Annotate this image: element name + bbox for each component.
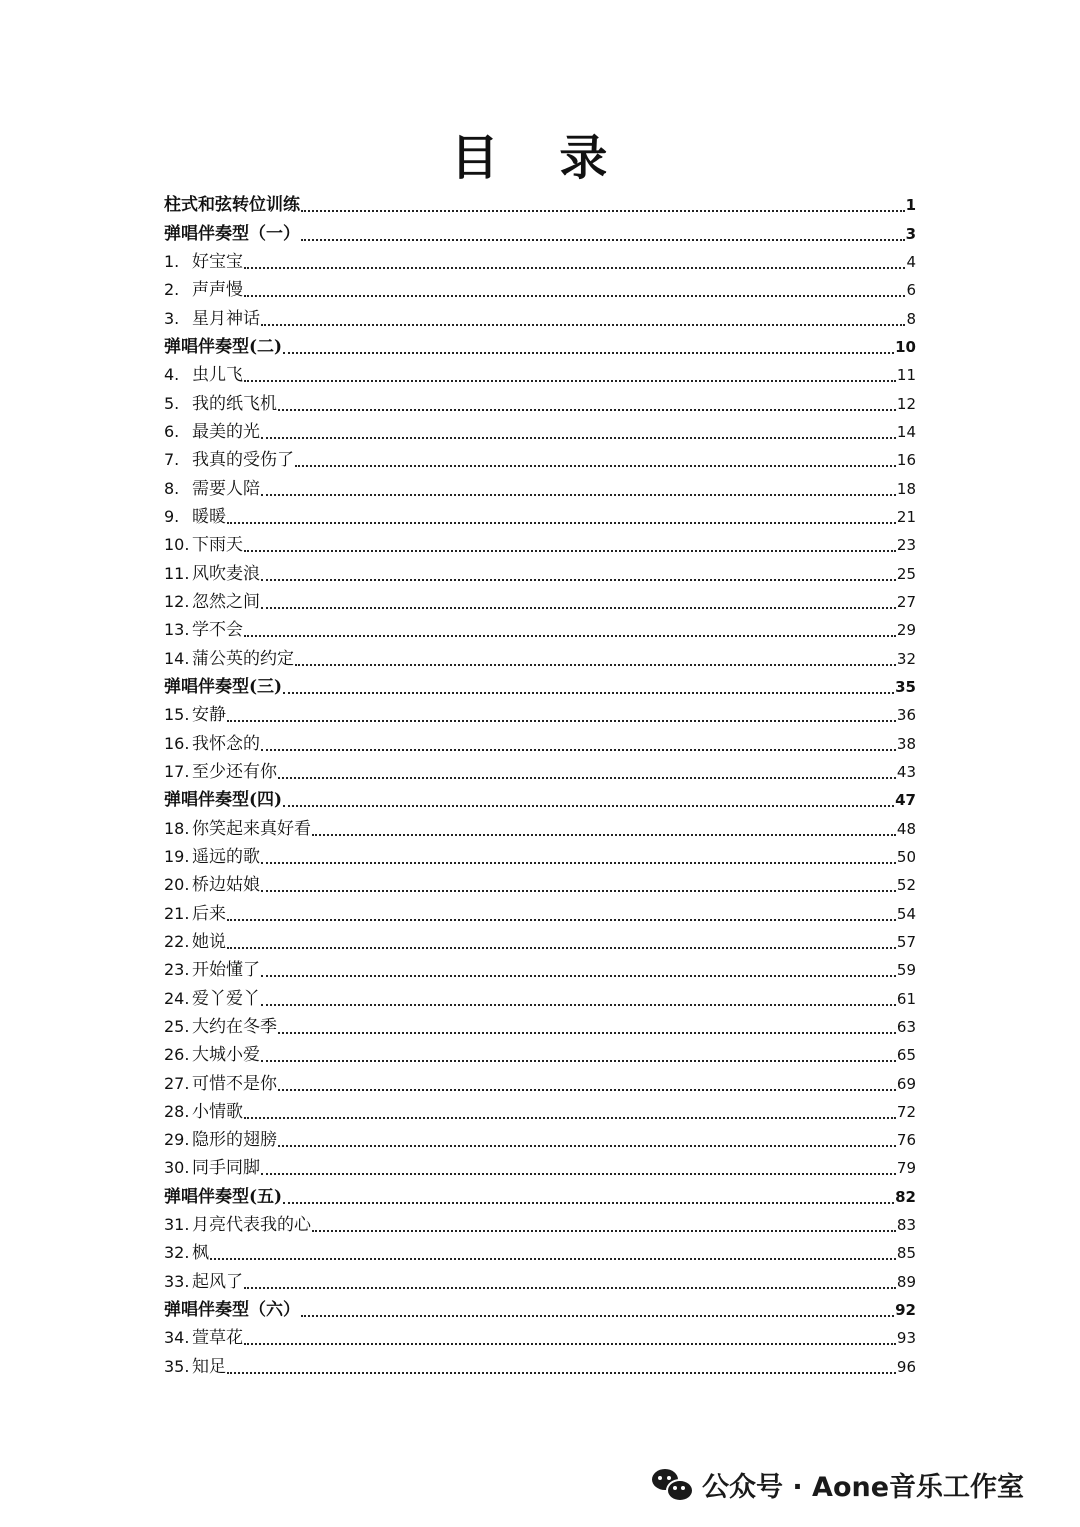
toc-dot-leader bbox=[261, 889, 896, 892]
toc-item-label: 最美的光 bbox=[192, 421, 260, 442]
toc-page-number: 1 bbox=[905, 196, 916, 215]
toc-item-label: 桥边姑娘 bbox=[192, 875, 260, 896]
toc-dot-leader bbox=[261, 748, 896, 751]
toc-item-row[interactable] bbox=[164, 386, 916, 414]
toc-page-number: 89 bbox=[896, 1272, 916, 1291]
toc-item-number: 17. bbox=[164, 761, 190, 781]
toc-item-label: 好宝宝 bbox=[192, 251, 243, 272]
toc-page-number: 25 bbox=[896, 564, 916, 583]
toc-page-number: 85 bbox=[896, 1244, 916, 1263]
toc-page-number: 63 bbox=[896, 1017, 916, 1036]
toc-item-label: 遥远的歌 bbox=[192, 846, 260, 867]
toc-dot-leader bbox=[227, 719, 896, 722]
toc-dot-leader bbox=[261, 606, 896, 609]
toc-item-number: 30. bbox=[164, 1158, 190, 1178]
toc-page-number: 23 bbox=[896, 536, 916, 555]
toc-dot-leader bbox=[244, 1342, 896, 1345]
toc-page-number: 65 bbox=[896, 1046, 916, 1065]
toc-dot-leader bbox=[301, 238, 905, 241]
toc-dot-leader bbox=[261, 1003, 896, 1006]
toc-item-number: 22. bbox=[164, 931, 190, 951]
toc-dot-leader bbox=[283, 691, 894, 694]
toc-page-number: 50 bbox=[896, 847, 916, 866]
toc-dot-leader bbox=[301, 1314, 894, 1317]
toc-item-number: 5. bbox=[164, 393, 180, 413]
toc-page-number: 38 bbox=[896, 734, 916, 753]
watermark-text: 公众号 · Aone音乐工作室 bbox=[702, 1471, 1025, 1503]
toc-dot-leader bbox=[227, 521, 896, 524]
toc-item-row[interactable] bbox=[164, 868, 916, 896]
toc-item-label: 隐形的翅膀 bbox=[192, 1130, 277, 1151]
toc-item-row[interactable] bbox=[164, 500, 916, 528]
toc-item-number: 31. bbox=[164, 1215, 190, 1235]
toc-section-row[interactable] bbox=[164, 216, 916, 244]
watermark bbox=[652, 1462, 1024, 1506]
toc-page-number: 3 bbox=[905, 224, 916, 243]
toc-item-row[interactable] bbox=[164, 245, 916, 273]
toc-section-row[interactable] bbox=[164, 330, 916, 358]
toc-page-number: 11 bbox=[896, 366, 916, 385]
toc-page-number: 29 bbox=[896, 621, 916, 640]
toc-page-number: 54 bbox=[896, 904, 916, 923]
toc-item-number: 10. bbox=[164, 535, 190, 555]
toc-page-number: 61 bbox=[896, 989, 916, 1008]
toc-item-row[interactable] bbox=[164, 273, 916, 301]
toc-page-number: 18 bbox=[896, 479, 916, 498]
toc-item-number: 23. bbox=[164, 960, 190, 980]
toc-item-number: 11. bbox=[164, 563, 190, 583]
toc-item-row[interactable] bbox=[164, 1151, 916, 1179]
toc-page-number: 96 bbox=[896, 1357, 916, 1376]
toc-dot-leader bbox=[227, 946, 896, 949]
toc-item-label: 知足 bbox=[192, 1356, 226, 1377]
toc-item-row[interactable] bbox=[164, 471, 916, 499]
toc-page-number: 72 bbox=[896, 1102, 916, 1121]
toc-item-row[interactable] bbox=[164, 1095, 916, 1123]
toc-dot-leader bbox=[227, 918, 896, 921]
toc-item-label: 萱草花 bbox=[192, 1328, 243, 1349]
toc-item-row[interactable] bbox=[164, 556, 916, 584]
toc-dot-leader bbox=[244, 549, 896, 552]
toc-dot-leader bbox=[261, 323, 905, 326]
toc-item-row[interactable] bbox=[164, 1038, 916, 1066]
toc-item-number: 8. bbox=[164, 478, 180, 498]
toc-item-label: 同手同脚 bbox=[192, 1158, 260, 1179]
toc-item-row[interactable] bbox=[164, 415, 916, 443]
toc-item-row[interactable] bbox=[164, 1264, 916, 1292]
toc-dot-leader bbox=[244, 1116, 896, 1119]
toc-item-number: 28. bbox=[164, 1101, 190, 1121]
toc-item-number: 15. bbox=[164, 705, 190, 725]
toc-page-number: 93 bbox=[896, 1329, 916, 1348]
toc-item-number: 6. bbox=[164, 421, 180, 441]
toc-page-number: 79 bbox=[896, 1159, 916, 1178]
toc-item-label: 至少还有你 bbox=[192, 761, 277, 782]
toc-item-number: 21. bbox=[164, 903, 190, 923]
toc-item-label: 蒲公英的约定 bbox=[192, 648, 294, 669]
toc-item-number: 2. bbox=[164, 280, 180, 300]
toc-dot-leader bbox=[278, 776, 896, 779]
toc-page-number: 21 bbox=[896, 507, 916, 526]
toc-item-row[interactable] bbox=[164, 443, 916, 471]
toc-item-row[interactable] bbox=[164, 1066, 916, 1094]
toc-page-number: 16 bbox=[896, 451, 916, 470]
toc-item-label: 星月神话 bbox=[192, 308, 260, 329]
toc-item-row[interactable] bbox=[164, 1123, 916, 1151]
toc-item-number: 9. bbox=[164, 506, 180, 526]
toc-item-label: 我的纸飞机 bbox=[192, 393, 277, 414]
toc-item-row[interactable] bbox=[164, 755, 916, 783]
toc-item-label: 大城小爱 bbox=[192, 1045, 260, 1066]
toc-page-number: 83 bbox=[896, 1216, 916, 1235]
toc-section-row[interactable] bbox=[164, 670, 916, 698]
toc-item-number: 33. bbox=[164, 1271, 190, 1291]
toc-item-number: 19. bbox=[164, 846, 190, 866]
toc-dot-leader bbox=[261, 974, 896, 977]
toc-item-row[interactable] bbox=[164, 726, 916, 754]
toc-item-row[interactable] bbox=[164, 981, 916, 1009]
toc-dot-leader bbox=[244, 634, 896, 637]
toc-item-number: 24. bbox=[164, 988, 190, 1008]
toc-section-row[interactable] bbox=[164, 1179, 916, 1207]
toc-item-row[interactable] bbox=[164, 1208, 916, 1236]
toc-item-row[interactable] bbox=[164, 641, 916, 669]
toc-item-label: 安静 bbox=[192, 705, 226, 726]
toc-page-number: 35 bbox=[895, 677, 916, 696]
toc-item-number: 7. bbox=[164, 450, 180, 470]
toc-dot-leader bbox=[278, 1031, 896, 1034]
toc-item-number: 29. bbox=[164, 1130, 190, 1150]
toc-page-number: 4 bbox=[906, 252, 916, 271]
toc-section-label: 弹唱伴奏型(五) bbox=[164, 1186, 283, 1207]
toc-dot-leader bbox=[261, 861, 896, 864]
toc-section-label: 弹唱伴奏型(四) bbox=[164, 790, 283, 811]
toc-dot-leader bbox=[283, 351, 894, 354]
toc-item-row[interactable] bbox=[164, 358, 916, 386]
toc-page-number: 6 bbox=[906, 281, 916, 300]
toc-item-row[interactable] bbox=[164, 840, 916, 868]
toc-page-number: 57 bbox=[896, 932, 916, 951]
toc-item-row[interactable] bbox=[164, 1010, 916, 1038]
toc-item-number: 27. bbox=[164, 1073, 190, 1093]
toc-page-number: 82 bbox=[895, 1187, 916, 1206]
toc-item-number: 16. bbox=[164, 733, 190, 753]
toc-page-number: 8 bbox=[906, 309, 916, 328]
toc-item-label: 我怀念的 bbox=[192, 733, 260, 754]
toc-item-label: 后来 bbox=[192, 903, 226, 924]
toc-item-row[interactable] bbox=[164, 896, 916, 924]
toc-dot-leader bbox=[261, 1172, 896, 1175]
wechat-icon bbox=[652, 1467, 692, 1501]
toc-item-label: 虫儿飞 bbox=[192, 365, 243, 386]
toc-dot-leader bbox=[210, 1257, 896, 1260]
toc-dot-leader bbox=[261, 578, 896, 581]
toc-item-row[interactable] bbox=[164, 811, 916, 839]
toc-item-label: 需要人陪 bbox=[192, 478, 260, 499]
toc-item-label: 声声慢 bbox=[192, 280, 243, 301]
toc-item-label: 下雨天 bbox=[192, 535, 243, 556]
toc-page-number: 43 bbox=[896, 762, 916, 781]
toc-item-label: 你笑起来真好看 bbox=[192, 818, 311, 839]
toc-item-number: 35. bbox=[164, 1356, 190, 1376]
toc-dot-leader bbox=[278, 1088, 896, 1091]
toc-dot-leader bbox=[244, 379, 896, 382]
toc-item-label: 我真的受伤了 bbox=[192, 450, 294, 471]
toc-page-number: 52 bbox=[896, 876, 916, 895]
toc-item-label: 暖暖 bbox=[192, 506, 226, 527]
toc-item-label: 风吹麦浪 bbox=[192, 563, 260, 584]
toc-section-label: 柱式和弦转位训练 bbox=[164, 195, 300, 216]
toc-section-row[interactable] bbox=[164, 188, 916, 216]
toc-item-number: 20. bbox=[164, 875, 190, 895]
toc-dot-leader bbox=[244, 294, 905, 297]
toc-item-label: 开始懂了 bbox=[192, 960, 260, 981]
toc-dot-leader bbox=[295, 663, 896, 666]
toc-page-number: 69 bbox=[896, 1074, 916, 1093]
toc-item-label: 起风了 bbox=[192, 1271, 243, 1292]
toc-dot-leader bbox=[278, 408, 896, 411]
toc-item-row[interactable] bbox=[164, 585, 916, 613]
toc-item-label: 月亮代表我的心 bbox=[192, 1215, 311, 1236]
toc-item-label: 忽然之间 bbox=[192, 591, 260, 612]
toc-dot-leader bbox=[295, 464, 896, 467]
toc-item-row[interactable] bbox=[164, 1236, 916, 1264]
toc-item-number: 14. bbox=[164, 648, 190, 668]
toc-dot-leader bbox=[312, 1229, 896, 1232]
toc-section-label: 弹唱伴奏型（六） bbox=[164, 1300, 300, 1321]
toc-item-row[interactable] bbox=[164, 953, 916, 981]
toc-page-number: 12 bbox=[896, 394, 916, 413]
toc-item-number: 26. bbox=[164, 1045, 190, 1065]
toc-section-row[interactable] bbox=[164, 1293, 916, 1321]
toc-section-label: 弹唱伴奏型(二) bbox=[164, 336, 283, 357]
toc-section-label: 弹唱伴奏型（一） bbox=[164, 223, 300, 244]
toc-item-label: 枫 bbox=[192, 1243, 209, 1264]
toc-dot-leader bbox=[283, 1201, 894, 1204]
toc-dot-leader bbox=[283, 804, 894, 807]
toc-item-label: 学不会 bbox=[192, 620, 243, 641]
toc-page-number: 48 bbox=[896, 819, 916, 838]
toc-item-label: 小情歌 bbox=[192, 1101, 243, 1122]
toc-item-number: 25. bbox=[164, 1016, 190, 1036]
toc-item-row[interactable] bbox=[164, 925, 916, 953]
toc-page-number: 27 bbox=[896, 592, 916, 611]
toc-item-number: 1. bbox=[164, 251, 180, 271]
toc-dot-leader bbox=[278, 1144, 896, 1147]
toc-item-row[interactable] bbox=[164, 301, 916, 329]
toc-item-label: 她说 bbox=[192, 931, 226, 952]
toc-page-number: 14 bbox=[896, 422, 916, 441]
toc-item-number: 34. bbox=[164, 1328, 190, 1348]
toc-item-number: 18. bbox=[164, 818, 190, 838]
toc-dot-leader bbox=[244, 266, 905, 269]
toc-item-number: 3. bbox=[164, 308, 180, 328]
toc-item-label: 爱丫爱丫 bbox=[192, 988, 260, 1009]
toc-page-number: 76 bbox=[896, 1131, 916, 1150]
toc-item-label: 可惜不是你 bbox=[192, 1073, 277, 1094]
toc-dot-leader bbox=[261, 436, 896, 439]
toc-dot-leader bbox=[261, 493, 896, 496]
toc-item-row[interactable] bbox=[164, 1349, 916, 1377]
toc-item-number: 32. bbox=[164, 1243, 190, 1263]
toc-item-row[interactable] bbox=[164, 613, 916, 641]
toc-page-number: 36 bbox=[896, 706, 916, 725]
toc-dot-leader bbox=[312, 833, 896, 836]
toc-page-number: 47 bbox=[895, 791, 916, 810]
toc-page-number: 92 bbox=[895, 1301, 916, 1320]
toc-item-number: 4. bbox=[164, 365, 180, 385]
table-of-contents bbox=[164, 188, 916, 1378]
page-title: 目 录 bbox=[450, 130, 630, 186]
toc-item-row[interactable] bbox=[164, 1321, 916, 1349]
toc-section-label: 弹唱伴奏型(三) bbox=[164, 676, 283, 697]
toc-item-number: 13. bbox=[164, 620, 190, 640]
toc-dot-leader bbox=[301, 209, 905, 212]
toc-dot-leader bbox=[227, 1371, 896, 1374]
toc-page-number: 10 bbox=[895, 337, 916, 356]
toc-page-number: 59 bbox=[896, 961, 916, 980]
toc-item-row[interactable] bbox=[164, 698, 916, 726]
toc-dot-leader bbox=[244, 1286, 896, 1289]
toc-dot-leader bbox=[261, 1059, 896, 1062]
toc-page-number: 32 bbox=[896, 649, 916, 668]
toc-item-number: 12. bbox=[164, 591, 190, 611]
toc-item-row[interactable] bbox=[164, 528, 916, 556]
toc-section-row[interactable] bbox=[164, 783, 916, 811]
toc-item-label: 大约在冬季 bbox=[192, 1016, 277, 1037]
